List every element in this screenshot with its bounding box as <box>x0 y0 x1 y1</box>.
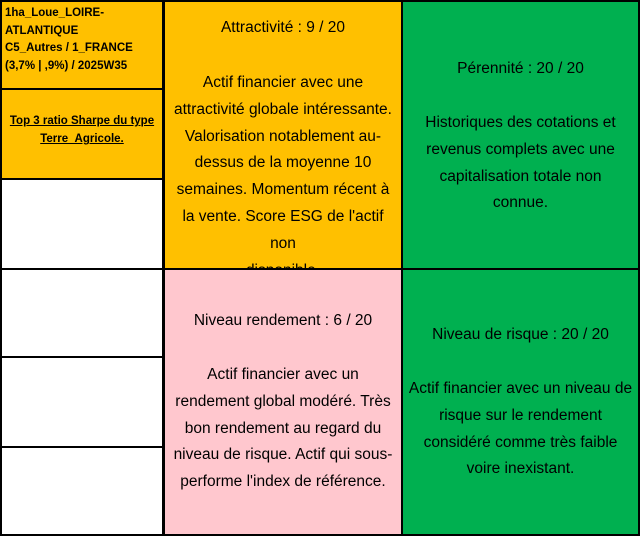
empty-cell-2 <box>0 268 164 358</box>
rendement-line: rendement global modéré. Très <box>175 392 391 410</box>
perennite-line: Historiques des cotations et <box>425 114 616 131</box>
risque-line: Actif financier avec un niveau de <box>408 380 633 397</box>
rendement-line: performe l'index de référence. <box>180 473 386 491</box>
asset-header-line: 1ha_Loue_LOIRE- <box>5 7 105 19</box>
attractivite-line: Actif financier avec une <box>202 74 364 91</box>
asset-header-line: C5_Autres / 1_FRANCE <box>5 42 133 54</box>
empty-cell-1 <box>0 178 164 270</box>
perennite-card <box>401 0 640 270</box>
top3-sharpe-label: Top 3 ratio Sharpe du type Terre_Agricole. <box>9 115 155 145</box>
empty-cell-3 <box>0 356 164 448</box>
attractivite-line: Valorisation notablement au- <box>184 127 382 145</box>
attractivite-line: la vente. Score ESG de l'actif non <box>182 207 384 252</box>
perennite-title: Pérennité : 20 / 20 <box>457 60 584 77</box>
rendement-title: Niveau rendement : 6 / 20 <box>193 312 373 329</box>
rendement-description <box>169 362 397 496</box>
attractivite-line: dessus de la moyenne 10 <box>194 154 372 172</box>
perennite-line: revenus complets avec une <box>426 140 615 158</box>
rendement-line: niveau de risque. Actif qui sous- <box>173 446 393 464</box>
rendement-line: bon rendement au regard du <box>184 419 382 437</box>
top3-cell <box>0 88 164 180</box>
perennite-line: capitalisation totale non <box>439 167 602 185</box>
asset-header <box>2 2 162 75</box>
risque-title: Niveau de risque : 20 / 20 <box>432 326 609 343</box>
rendement-card <box>163 268 403 536</box>
perennite-line: connue. <box>492 194 549 212</box>
attractivite-card <box>163 0 403 270</box>
risque-card <box>401 268 640 536</box>
risque-line: risque sur le rendement <box>439 406 602 424</box>
attractivite-line: attractivité globale intéressante. <box>174 100 392 118</box>
asset-header-line: (3,7% | ,9%) / 2025W35 <box>5 59 128 72</box>
risque-description <box>407 376 634 483</box>
risque-line: considéré comme très faible <box>423 433 618 451</box>
attractivite-title: Attractivité : 9 / 20 <box>220 19 346 36</box>
asset-header-cell <box>0 0 164 90</box>
attractivite-description <box>169 70 397 284</box>
perennite-description <box>407 110 634 217</box>
asset-header-line: ATLANTIQUE <box>5 24 79 37</box>
empty-cell-4 <box>0 446 164 536</box>
risque-line: voire inexistant. <box>466 460 575 478</box>
attractivite-line: semaines. Momentum récent à <box>176 181 390 199</box>
rendement-line: Actif financier avec un <box>207 366 359 383</box>
